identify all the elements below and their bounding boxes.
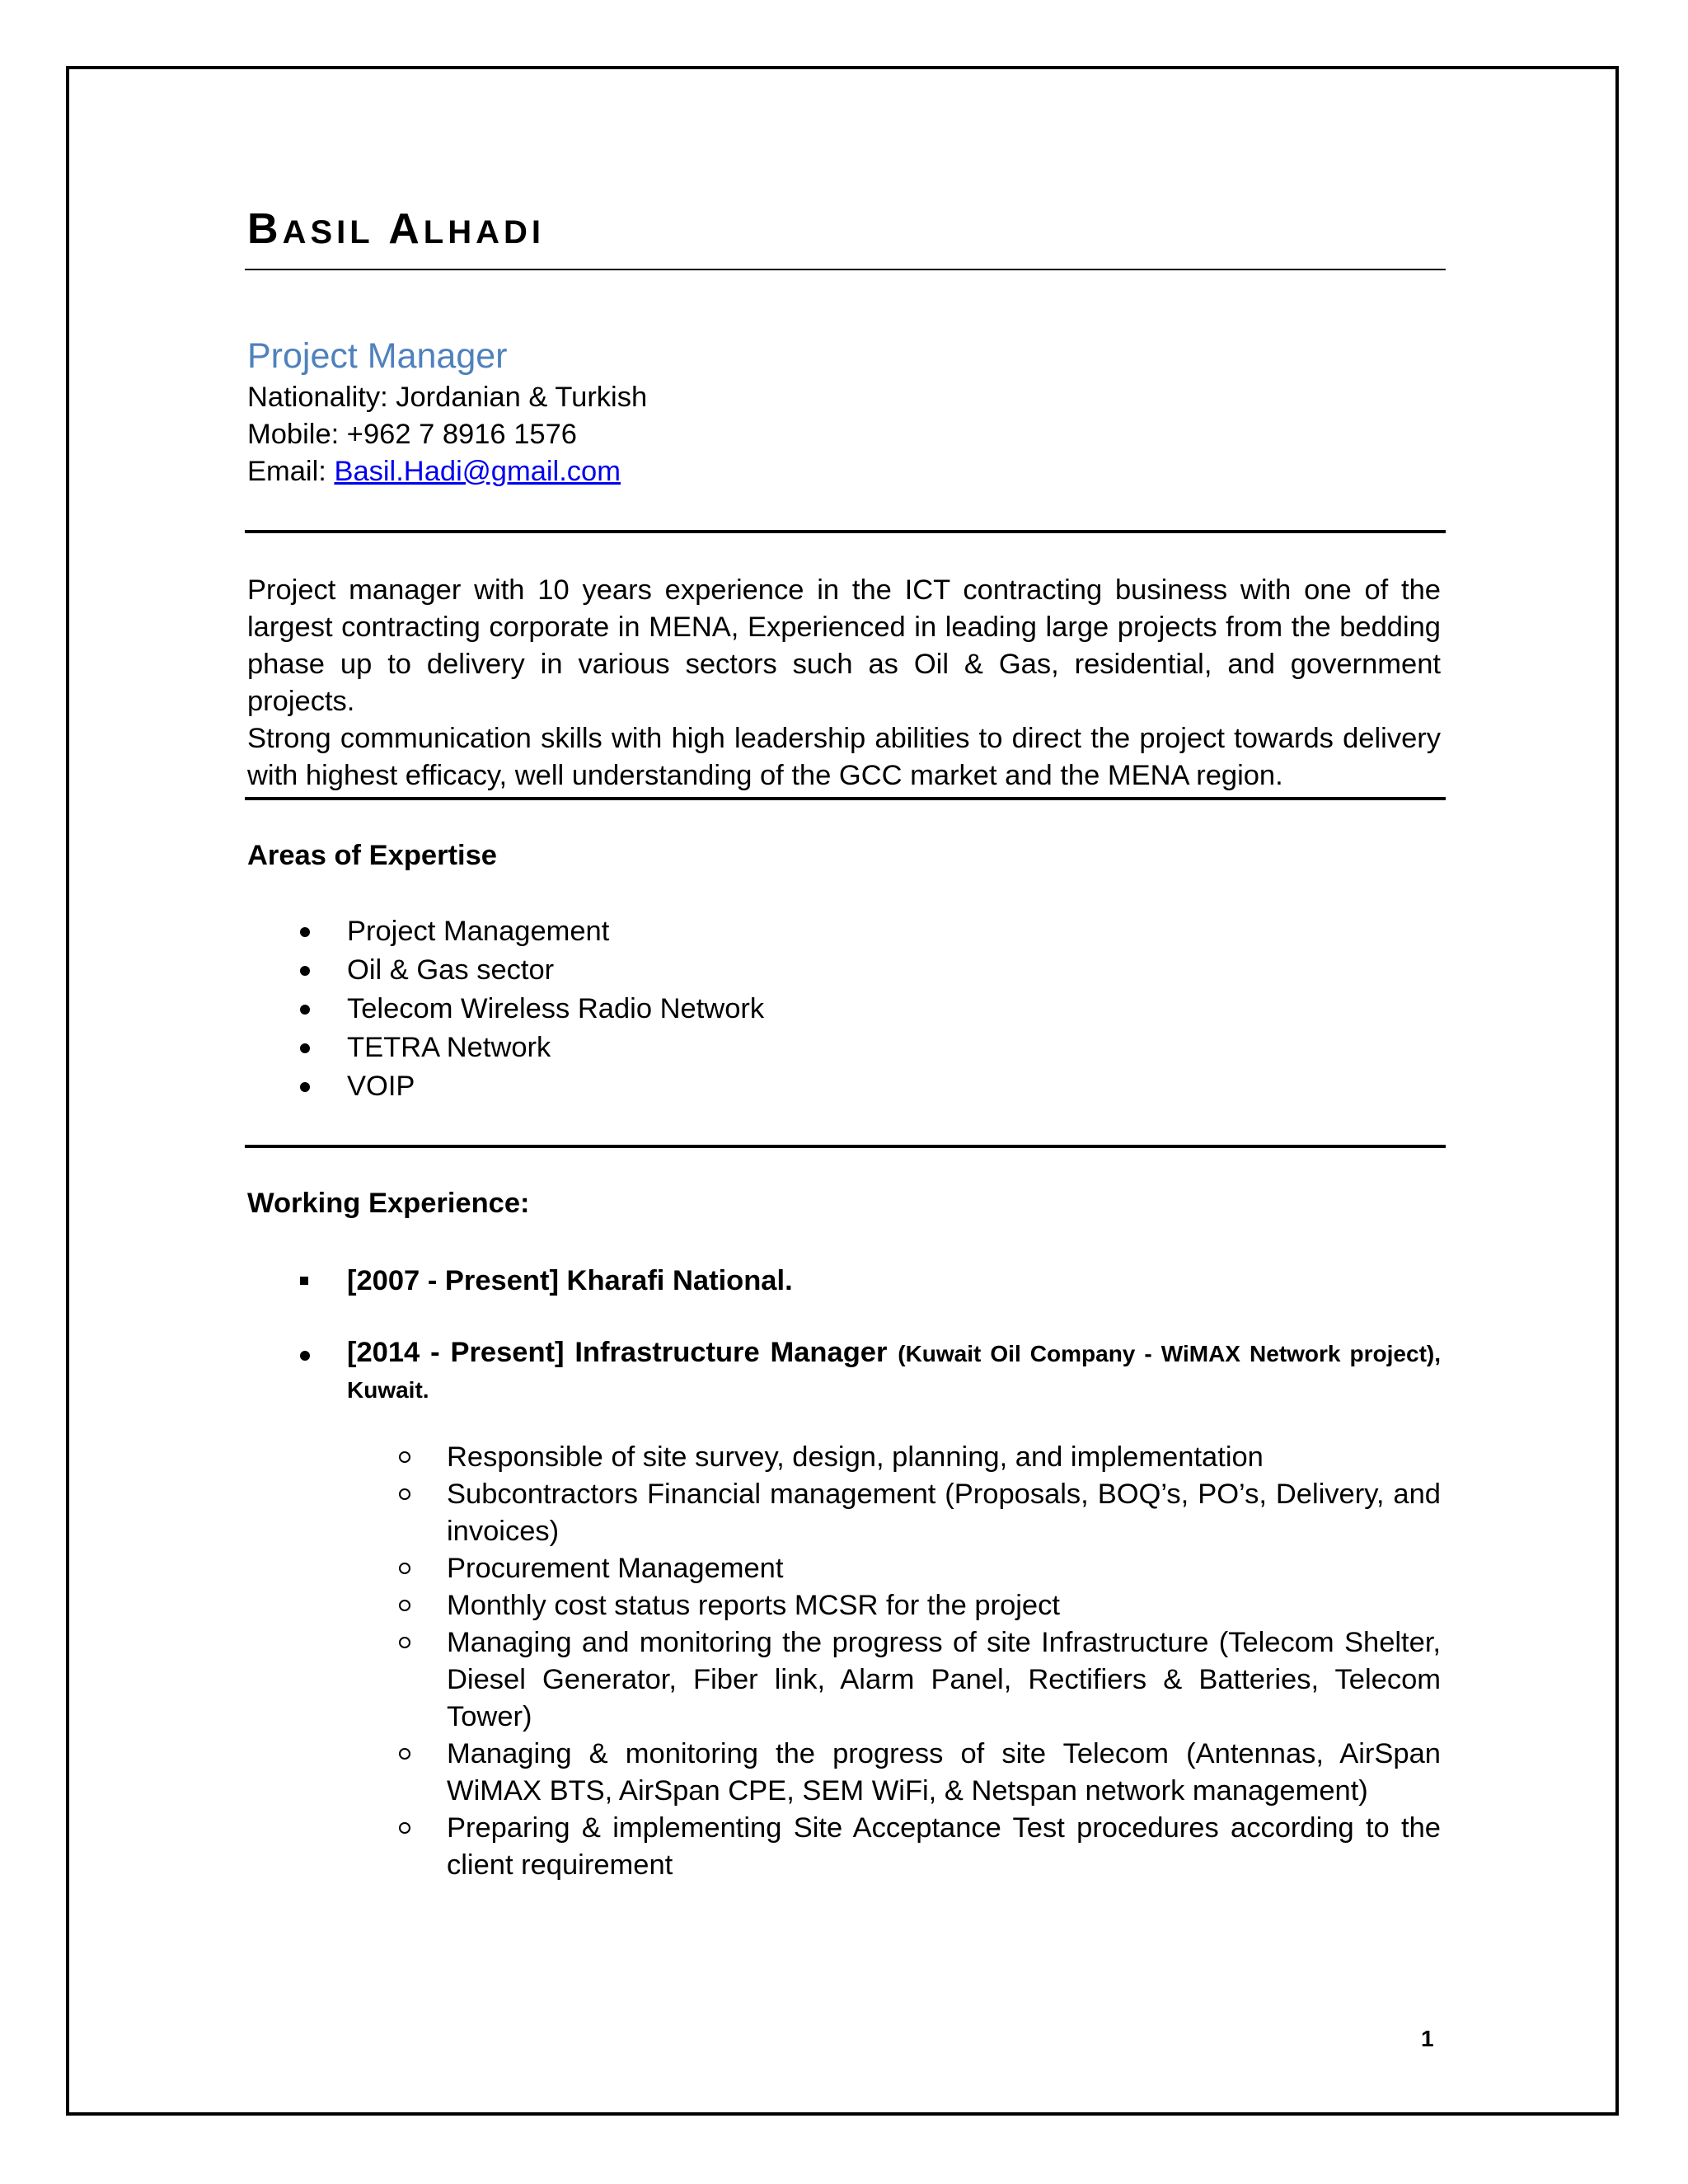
page-number: 1 — [1421, 2026, 1434, 2051]
summary-paragraph: Project manager with 10 years experience in the ICT contracting business with one of the largest contracting corporate in MENA, Experienced in leading large projects from the bedding phase up to delivery in various sectors such as Oil & Gas, residential, and government projects. — [247, 574, 1441, 717]
divider — [245, 269, 1446, 270]
list-item: Project Management — [247, 913, 1442, 952]
summary-paragraph: Strong communication skills with high leadership abilities to direct the project towards delivery with highest efficacy, well understanding of the GCC market and the MENA region. — [247, 723, 1441, 791]
email-link[interactable]: Basil.Hadi@gmail.com — [334, 456, 621, 487]
expertise-heading: Areas of Expertise — [247, 840, 497, 871]
circle-bullet-icon — [399, 1637, 410, 1648]
role-entry: [2014 - Present] Infrastructure Manager (Kuwait Oil Company - WiMAX Network project), Kuwait. — [247, 1335, 1442, 1408]
list-item: VOIP — [247, 1068, 1442, 1107]
list-item: Procurement Management — [247, 1550, 1442, 1587]
mobile: Mobile: +962 7 8916 1576 — [247, 419, 577, 450]
bullet-icon — [300, 927, 310, 937]
contact-info — [247, 379, 647, 490]
email-line: Email: Basil.Hadi@gmail.com — [247, 456, 621, 487]
circle-bullet-icon — [399, 1748, 410, 1760]
bullet-icon — [300, 1043, 310, 1053]
circle-bullet-icon — [399, 1488, 410, 1500]
divider — [245, 1145, 1446, 1148]
bullet-icon — [300, 1005, 310, 1015]
summary — [247, 572, 1441, 794]
bullet-icon — [300, 1351, 310, 1361]
circle-bullet-icon — [399, 1563, 410, 1574]
list-item: Preparing & implementing Site Acceptance Test procedures according to the client requirement — [247, 1810, 1442, 1884]
circle-bullet-icon — [399, 1822, 410, 1834]
circle-bullet-icon — [399, 1451, 410, 1463]
list-item: TETRA Network — [247, 1029, 1442, 1068]
list-item: Managing and monitoring the progress of site Infrastructure (Telecom Shelter, Diesel Generator, Fiber link, Alarm Panel, Rectifiers & Batteries, Telecom Tower) — [247, 1624, 1442, 1736]
circle-bullet-icon — [399, 1600, 410, 1611]
candidate-name: BASIL ALHADI — [247, 205, 545, 253]
list-item: Responsible of site survey, design, planning, and implementation — [247, 1439, 1442, 1476]
bullet-icon — [300, 966, 310, 976]
divider — [245, 797, 1446, 800]
expertise-list — [247, 913, 1442, 1107]
list-item: Monthly cost status reports MCSR for the project — [247, 1587, 1442, 1624]
bullet-icon — [300, 1082, 310, 1092]
list-item: Oil & Gas sector — [247, 952, 1442, 991]
list-item: Telecom Wireless Radio Network — [247, 991, 1442, 1029]
list-item: Managing & monitoring the progress of site Telecom (Antennas, AirSpan WiMAX BTS, AirSpan CPE, SEM WiFi, & Netspan network management) — [247, 1736, 1442, 1810]
square-bullet-icon — [300, 1277, 308, 1285]
nationality: Nationality: Jordanian & Turkish — [247, 382, 648, 413]
divider — [245, 530, 1446, 533]
experience-heading: Working Experience: — [247, 1188, 530, 1219]
company-entry: [2007 - Present] Kharafi National. — [247, 1263, 1442, 1300]
job-title: Project Manager — [247, 336, 508, 376]
list-item: Subcontractors Financial management (Proposals, BOQ’s, PO’s, Delivery, and invoices) — [247, 1476, 1442, 1550]
duties-list — [247, 1439, 1442, 1884]
